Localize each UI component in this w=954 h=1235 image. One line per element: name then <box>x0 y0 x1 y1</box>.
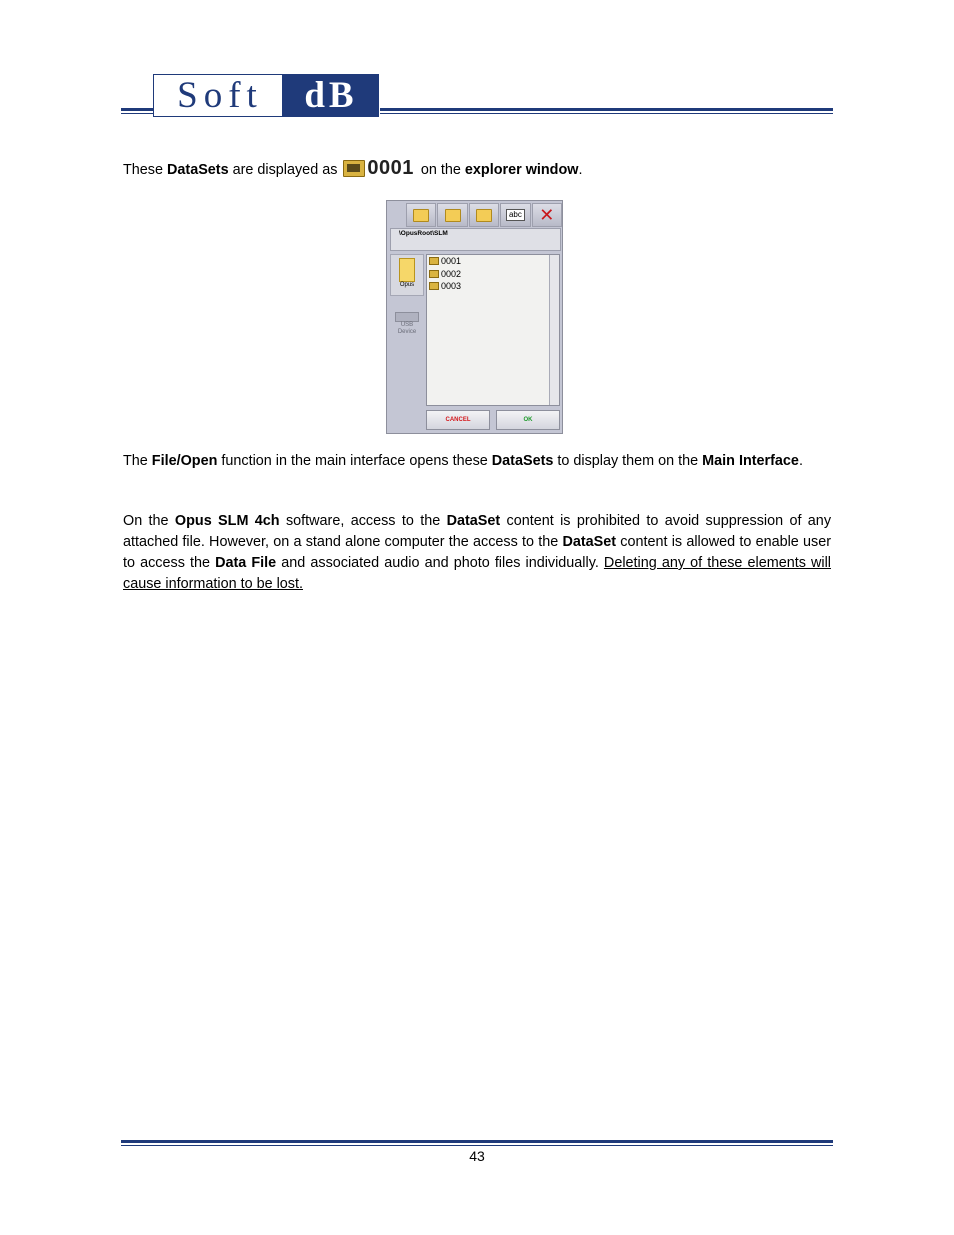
footer-rule <box>121 1140 833 1146</box>
sidebar-item-opus[interactable] <box>390 254 424 296</box>
page-number: 43 <box>469 1148 485 1164</box>
para1-text-3: to display them on the <box>553 453 703 469</box>
path-bar: \OpusRoot\SLM <box>390 228 561 251</box>
dataset-folder-icon <box>429 257 439 265</box>
list-scrollbar[interactable] <box>549 255 559 405</box>
para2-text-2: software, access to the <box>279 513 447 529</box>
sidebar-item-label: USB Device <box>397 322 417 335</box>
new-folder-button[interactable] <box>469 203 499 227</box>
para2-text-3: content is prohibited to avoid suppression of any attached file. However, on a stand alone computer the access to the <box>123 513 832 550</box>
rename-icon: abc <box>506 209 525 221</box>
intro-paragraph <box>123 158 831 181</box>
paragraph-access <box>123 511 831 595</box>
para2-bold-1: Opus SLM 4ch <box>174 513 280 529</box>
dataset-folder-icon <box>343 160 365 177</box>
explorer-sidebar <box>390 254 424 432</box>
para2-text-1: On the <box>123 513 175 529</box>
opus-folder-icon <box>399 258 415 282</box>
para2-bold-4: Data File <box>215 555 277 571</box>
folder-up-icon <box>413 209 429 222</box>
para2-bold-2: DataSet <box>446 513 501 529</box>
folder-refresh-button[interactable] <box>437 203 467 227</box>
para2-warning-underlined: Deleting any of these elements will cause information to be lost. <box>123 555 831 592</box>
folder-refresh-icon <box>445 209 461 222</box>
list-item-label: 0001 <box>441 256 462 267</box>
file-list <box>426 254 560 406</box>
dataset-inline-icon <box>343 158 414 179</box>
paragraph-file-open <box>123 451 831 472</box>
intro-text-3: on the <box>416 162 465 178</box>
list-item[interactable] <box>427 268 559 281</box>
intro-bold-datasets: DataSets <box>167 162 229 178</box>
para1-bold-2: DataSets <box>491 453 554 469</box>
list-item[interactable] <box>427 280 559 293</box>
para2-text-5: and associated audio and photo files individually. <box>276 555 604 571</box>
sidebar-item-label: Opus <box>399 282 415 288</box>
dataset-folder-icon <box>429 270 439 278</box>
list-item[interactable] <box>427 255 559 268</box>
para2-bold-3: DataSet <box>562 534 617 550</box>
intro-bold-explorer: explorer window <box>464 162 579 178</box>
folder-up-button[interactable] <box>406 203 436 227</box>
para1-bold-3: Main Interface <box>702 453 799 469</box>
para1-text-1: The <box>123 453 152 469</box>
para2-text-4: content is allowed to enable user to access the <box>123 534 831 571</box>
logo-soft-text: Soft <box>153 74 283 117</box>
cancel-button[interactable]: CANCEL <box>426 410 490 430</box>
ok-button[interactable]: OK <box>496 410 560 430</box>
intro-text-4: . <box>578 162 583 178</box>
explorer-window <box>386 200 563 434</box>
new-folder-icon <box>476 209 492 222</box>
usb-drive-icon <box>395 312 419 322</box>
dataset-folder-icon <box>429 282 439 290</box>
dataset-inline-number: 0001 <box>367 157 414 179</box>
rename-button[interactable] <box>500 203 530 227</box>
close-icon: ✕ <box>539 205 555 225</box>
intro-text-2: are displayed as <box>228 162 342 178</box>
para1-text-2: function in the main interface opens these <box>217 453 492 469</box>
para1-bold-1: File/Open <box>151 453 218 469</box>
explorer-toolbar <box>406 203 562 227</box>
header-rule-right <box>380 108 833 114</box>
logo-db-text: dB <box>283 74 379 117</box>
header-rule-left <box>121 108 153 114</box>
intro-text-1: These <box>123 162 167 178</box>
softdb-logo <box>153 74 379 119</box>
delete-button[interactable] <box>532 203 562 227</box>
list-item-label: 0002 <box>441 268 462 279</box>
list-item-label: 0003 <box>441 281 462 292</box>
para1-text-4: . <box>798 453 803 469</box>
sidebar-item-usb[interactable] <box>390 302 424 336</box>
